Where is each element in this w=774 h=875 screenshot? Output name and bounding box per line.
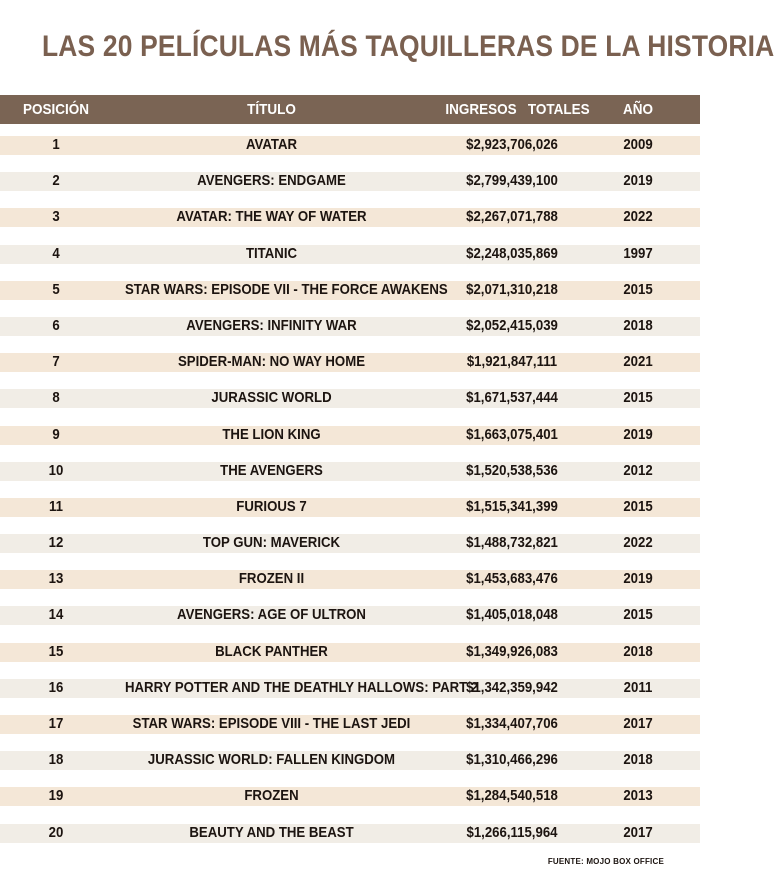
cell-gross: $2,923,706,026: [466, 136, 558, 153]
table-header: [0, 95, 700, 124]
cell-year: 2011: [623, 678, 653, 696]
cell-gross: $1,515,341,399: [466, 497, 558, 515]
cell-year: 2015: [623, 280, 653, 298]
source-note: FUENTE: MOJO BOX OFFICE: [547, 857, 664, 866]
cell-gross: $1,334,407,706: [466, 715, 558, 732]
table-row: [0, 597, 700, 633]
table-row: [0, 742, 700, 778]
cell-gross: $2,799,439,100: [466, 172, 558, 190]
cell-title: STAR WARS: EPISODE VII - THE FORCE AWAKENS: [124, 280, 448, 298]
table-row: [0, 670, 700, 706]
cell-gross: $2,071,310,218: [466, 280, 558, 298]
cell-gross: $1,349,926,083: [466, 642, 558, 660]
header-gross: INGRESOS TOTALES: [445, 101, 590, 118]
cell-position: 5: [52, 280, 60, 298]
cell-position: 9: [52, 425, 60, 443]
cell-year: 2017: [623, 715, 653, 732]
cell-title: FURIOUS 7: [236, 497, 307, 515]
cell-title: AVENGERS: AGE OF ULTRON: [177, 606, 366, 624]
cell-title: TOP GUN: MAVERICK: [202, 534, 341, 552]
cell-gross: $1,266,115,964: [466, 823, 558, 841]
cell-year: 2015: [623, 606, 653, 624]
cell-position: 20: [48, 823, 64, 841]
cell-position: 10: [48, 461, 64, 479]
cell-position: 15: [48, 642, 64, 660]
cell-year: 2018: [623, 316, 653, 334]
cell-position: 14: [48, 606, 64, 624]
header-title: TÍTULO: [247, 101, 296, 118]
cell-title: AVENGERS: ENDGAME: [197, 172, 346, 190]
table-row: [0, 344, 700, 380]
table-row: [0, 308, 700, 344]
cell-gross: $1,342,359,942: [466, 678, 558, 696]
cell-year: 2021: [623, 353, 653, 371]
cell-gross: $1,405,018,048: [466, 606, 558, 624]
cell-title: BEAUTY AND THE BEAST: [189, 823, 354, 841]
cell-gross: $1,310,466,296: [466, 751, 558, 769]
table-body: [0, 127, 700, 851]
cell-position: 4: [52, 244, 60, 262]
cell-title: STAR WARS: EPISODE VIII - THE LAST JEDI: [132, 715, 411, 732]
cell-title: THE AVENGERS: [220, 461, 323, 479]
table-row: [0, 706, 700, 742]
cell-title: TITANIC: [245, 244, 298, 262]
table-row: [0, 634, 700, 670]
cell-gross: $1,520,538,536: [466, 461, 558, 479]
cell-year: 2018: [623, 642, 653, 660]
cell-position: 12: [48, 534, 64, 552]
table-row: [0, 272, 700, 308]
cell-year: 2019: [623, 172, 653, 190]
table-row: [0, 453, 700, 489]
cell-title: AVATAR: [245, 136, 298, 153]
cell-title: HARRY POTTER AND THE DEATHLY HALLOWS: PART 2: [124, 678, 479, 696]
cell-gross: $1,671,537,444: [466, 389, 558, 407]
cell-position: 7: [52, 353, 60, 371]
cell-year: 2018: [623, 751, 653, 769]
table-row: [0, 778, 700, 814]
cell-title: SPIDER-MAN: NO WAY HOME: [177, 353, 366, 371]
cell-position: 8: [52, 389, 60, 407]
table-row: [0, 199, 700, 235]
cell-title: AVATAR: THE WAY OF WATER: [176, 208, 367, 226]
cell-year: 2009: [623, 136, 653, 153]
cell-year: 2019: [623, 570, 653, 588]
cell-gross: $2,052,415,039: [466, 316, 558, 334]
cell-title: FROZEN II: [238, 570, 305, 588]
cell-year: 2013: [623, 787, 653, 805]
table-row: [0, 163, 700, 199]
cell-gross: $2,248,035,869: [466, 244, 558, 262]
cell-position: 13: [48, 570, 64, 588]
table-row: [0, 525, 700, 561]
cell-position: 11: [49, 497, 63, 515]
cell-year: 2017: [623, 823, 653, 841]
cell-gross: $1,284,540,518: [466, 787, 558, 805]
cell-gross: $1,663,075,401: [466, 425, 558, 443]
table-row: [0, 489, 700, 525]
table-row: [0, 417, 700, 453]
cell-year: 2015: [623, 497, 653, 515]
cell-title: FROZEN: [244, 787, 299, 805]
page-title: LAS 20 PELÍCULAS MÁS TAQUILLERAS DE LA HISTORIA: [42, 30, 774, 63]
cell-position: 3: [52, 208, 60, 226]
cell-gross: $2,267,071,788: [466, 208, 558, 226]
cell-position: 18: [48, 751, 64, 769]
cell-title: JURASSIC WORLD: [211, 389, 332, 407]
header-year: AÑO: [622, 101, 654, 118]
cell-year: 2022: [623, 534, 653, 552]
cell-position: 6: [52, 316, 60, 334]
cell-position: 17: [48, 715, 64, 732]
cell-gross: $1,921,847,111: [466, 353, 558, 371]
header-position: POSICIÓN: [22, 101, 90, 118]
table-row: [0, 127, 700, 163]
cell-position: 16: [48, 678, 64, 696]
cell-position: 2: [52, 172, 60, 190]
cell-title: BLACK PANTHER: [215, 642, 328, 660]
cell-year: 2019: [623, 425, 653, 443]
cell-year: 2012: [623, 461, 653, 479]
table-row: [0, 380, 700, 416]
cell-year: 2022: [623, 208, 653, 226]
cell-title: THE LION KING: [222, 425, 321, 443]
cell-title: AVENGERS: INFINITY WAR: [186, 316, 357, 334]
table-row: [0, 236, 700, 272]
cell-position: 1: [52, 136, 60, 153]
cell-title: JURASSIC WORLD: FALLEN KINGDOM: [147, 751, 396, 769]
cell-year: 2015: [623, 389, 653, 407]
table-row: [0, 561, 700, 597]
cell-position: 19: [48, 787, 64, 805]
cell-year: 1997: [623, 244, 653, 262]
cell-gross: $1,488,732,821: [466, 534, 558, 552]
table-row: [0, 815, 700, 851]
cell-gross: $1,453,683,476: [466, 570, 558, 588]
